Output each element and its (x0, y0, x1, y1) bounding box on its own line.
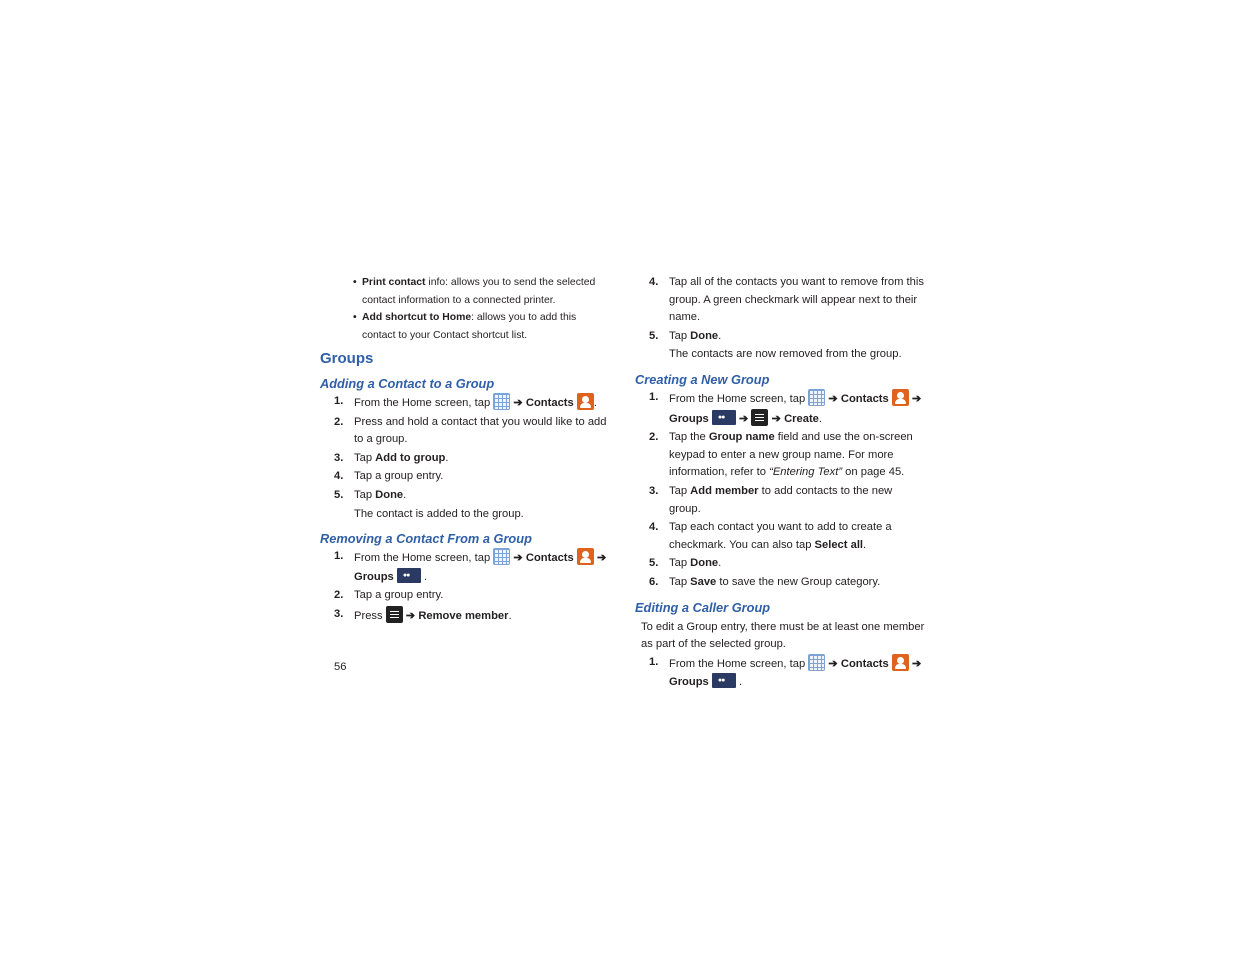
apps-grid-icon (493, 548, 510, 565)
groups-icon (712, 673, 736, 688)
section-title-groups: Groups (320, 350, 374, 368)
left-column (320, 274, 612, 627)
adding-step-1: 1. From the Home screen, tap ➔ Contacts . (334, 394, 597, 409)
heading-editing-group: Editing a Caller Group (635, 599, 771, 615)
removing-step-1: 1. From the Home screen, tap ➔ Contacts ➔ Groups ●● . (320, 548, 612, 586)
adding-note: The contact is added to the group. (354, 507, 524, 520)
creating-steps (635, 389, 925, 592)
apps-grid-icon (493, 393, 510, 410)
menu-icon (386, 606, 403, 623)
right-column (635, 274, 925, 693)
removing-step-5: 5. Tap Done. (649, 329, 722, 342)
adding-steps (320, 393, 612, 505)
menu-icon (751, 409, 768, 426)
contacts-icon (892, 389, 909, 406)
apps-grid-icon (808, 389, 825, 406)
creating-step-4: 4. Tap each contact you want to add to create a checkmark. You can also tap Select all. (649, 521, 892, 551)
heading-removing-contact: Removing a Contact From a Group (320, 531, 532, 547)
removing-step-4: 4. Tap all of the contacts you want to remove from this group. A green checkmark will appear next to their name. (649, 276, 924, 324)
removing-note: The contacts are now removed from the group. (669, 348, 902, 361)
groups-icon (712, 410, 736, 425)
heading-creating-group: Creating a New Group (635, 371, 770, 387)
removing-steps-continued (635, 274, 925, 345)
contacts-icon (577, 393, 594, 410)
bullet-list (320, 274, 612, 344)
contacts-icon (577, 548, 594, 565)
editing-intro: To edit a Group entry, there must be at least one member as part of the selected group. (641, 620, 925, 651)
bullet-add-shortcut: • Add shortcut to Home: allows you to add this contact to your Contact shortcut list. (354, 309, 612, 344)
page-number: 56 (334, 661, 347, 673)
adding-step-5: 5. Tap Done. (334, 488, 407, 501)
removing-step-2: 2. Tap a group entry. (334, 589, 444, 602)
creating-step-5: 5. Tap Done. (649, 557, 722, 570)
creating-step-6: 6. Tap Save to save the new Group category. (649, 575, 881, 588)
removing-steps (320, 548, 612, 625)
adding-step-3: 3. Tap Add to group. (334, 451, 449, 464)
editing-steps (635, 654, 925, 692)
removing-step-3: 3. Press ➔ Remove member. (334, 607, 512, 622)
heading-adding-contact: Adding a Contact to a Group (320, 375, 495, 391)
editing-step-1: 1. From the Home screen, tap ➔ Contacts ➔ Groups ●● . (635, 654, 925, 692)
adding-step-4: 4. Tap a group entry. (334, 470, 444, 483)
contacts-icon (892, 654, 909, 671)
creating-step-2: 2. Tap the Group name field and use the on-screen keypad to enter a new group name. For more information, refer to “Entering Text” on page 45. (649, 431, 913, 479)
apps-grid-icon (808, 654, 825, 671)
bullet-print-contact: • Print contact info: allows you to send the selected contact information to a connected printer. (354, 274, 612, 309)
creating-step-1: 1. From the Home screen, tap ➔ Contacts ➔ Groups ●● ➔ ➔ Create. (635, 389, 925, 428)
adding-step-2: 2. Press and hold a contact that you would like to add to a group. (334, 415, 607, 446)
creating-step-3: 3. Tap Add member to add contacts to the new group. (649, 484, 893, 515)
groups-icon (397, 568, 421, 583)
